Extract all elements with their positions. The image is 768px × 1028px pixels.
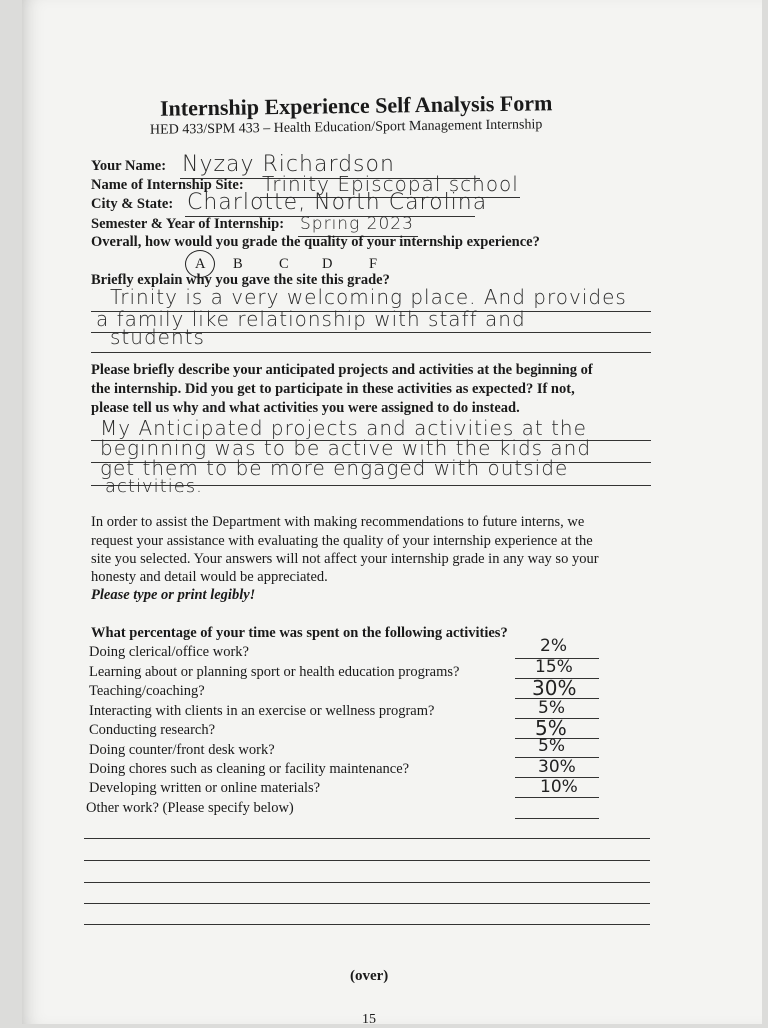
name-label: Your Name:	[91, 158, 167, 174]
projects-answer-3: get them to be more engaged with outside	[100, 456, 569, 480]
page-number: 15	[362, 1012, 376, 1027]
activity-label-8: Developing written or online materials?	[89, 780, 321, 796]
activity-label-9: Other work? (Please specify below)	[86, 800, 294, 816]
intro-line-3: site you selected. Your answers will not affect your internship grade in any way so your	[91, 551, 599, 567]
explain-label: Briefly explain why you gave the site this grade?	[91, 272, 390, 288]
explain-line-3	[91, 352, 651, 353]
specify-line-5	[84, 924, 650, 925]
activity-line-8	[515, 797, 599, 798]
city-label: City & State:	[91, 196, 174, 212]
site-value: Trinity Episcopal school	[262, 172, 519, 196]
specify-line-3	[84, 882, 650, 883]
explain-answer-2: a family like relationship with staff and	[96, 307, 526, 331]
form-title: Internship Experience Self Analysis Form	[159, 90, 553, 121]
activity-line-9	[515, 818, 599, 819]
activity-label-6: Doing counter/front desk work?	[89, 742, 275, 758]
name-value: Nyzay Richardson	[182, 152, 395, 177]
projects-question-3: please tell us why and what activities you were assigned to do instead.	[91, 400, 520, 416]
projects-question-2: the internship. Did you get to participate in these activities as expected? If not,	[91, 381, 575, 397]
activities-question: What percentage of your time was spent on the following activities?	[91, 625, 508, 641]
activity-value-5: 5%	[535, 716, 567, 740]
activity-value-3: 30%	[532, 676, 577, 700]
specify-line-4	[84, 903, 650, 904]
activity-label-5: Conducting research?	[89, 722, 216, 738]
activity-value-7: 30%	[538, 757, 576, 777]
grade-option-b: B	[233, 256, 243, 272]
explain-answer-3: students	[110, 325, 205, 349]
activity-value-2: 15%	[535, 657, 573, 677]
activity-label-3: Teaching/coaching?	[89, 683, 205, 699]
semester-label: Semester & Year of Internship:	[91, 216, 285, 232]
activity-value-4: 5%	[538, 698, 565, 718]
grade-option-c: C	[279, 256, 289, 272]
form-subtitle: HED 433/SPM 433 – Health Education/Sport Management Internship	[149, 117, 543, 138]
activity-value-1: 2%	[540, 636, 567, 656]
grade-option-f: F	[369, 256, 378, 272]
intro-line-2: request your assistance with evaluating the quality of your internship experience at the	[91, 533, 593, 549]
legibility-note: Please type or print legibly!	[91, 587, 256, 603]
intro-line-4: honesty and detail would be appreciated.	[91, 569, 328, 585]
activity-value-6: 5%	[538, 736, 565, 756]
grade-option-d: D	[322, 256, 333, 272]
city-value: Charlotte, North Carolina	[187, 190, 488, 215]
activity-label-7: Doing chores such as cleaning or facility maintenance?	[89, 761, 410, 777]
grade-option-a: A	[195, 256, 206, 272]
explain-answer-1: Trinity is a very welcoming place. And provides	[110, 285, 627, 309]
projects-answer-1: My Anticipated projects and activities at the	[100, 416, 587, 440]
over-note: (over)	[350, 968, 389, 984]
projects-answer-4: activities.	[105, 476, 203, 497]
site-label: Name of Internship Site:	[91, 177, 244, 193]
specify-line-1	[84, 838, 650, 839]
projects-question-1: Please briefly describe your anticipated projects and activities at the beginning of	[91, 362, 593, 378]
semester-value: Spring 2023	[300, 214, 414, 234]
intro-line-1: In order to assist the Department with making recommendations to future interns, we	[91, 514, 585, 530]
projects-answer-2: beginning was to be active with the kids and	[100, 436, 592, 460]
grade-question: Overall, how would you grade the quality of your internship experience?	[91, 234, 540, 250]
specify-line-2	[84, 860, 650, 861]
activity-label-2: Learning about or planning sport or health education programs?	[89, 664, 460, 680]
activity-label-4: Interacting with clients in an exercise or wellness program?	[89, 703, 435, 719]
activity-label-1: Doing clerical/office work?	[89, 644, 249, 660]
activity-value-8: 10%	[540, 777, 578, 797]
